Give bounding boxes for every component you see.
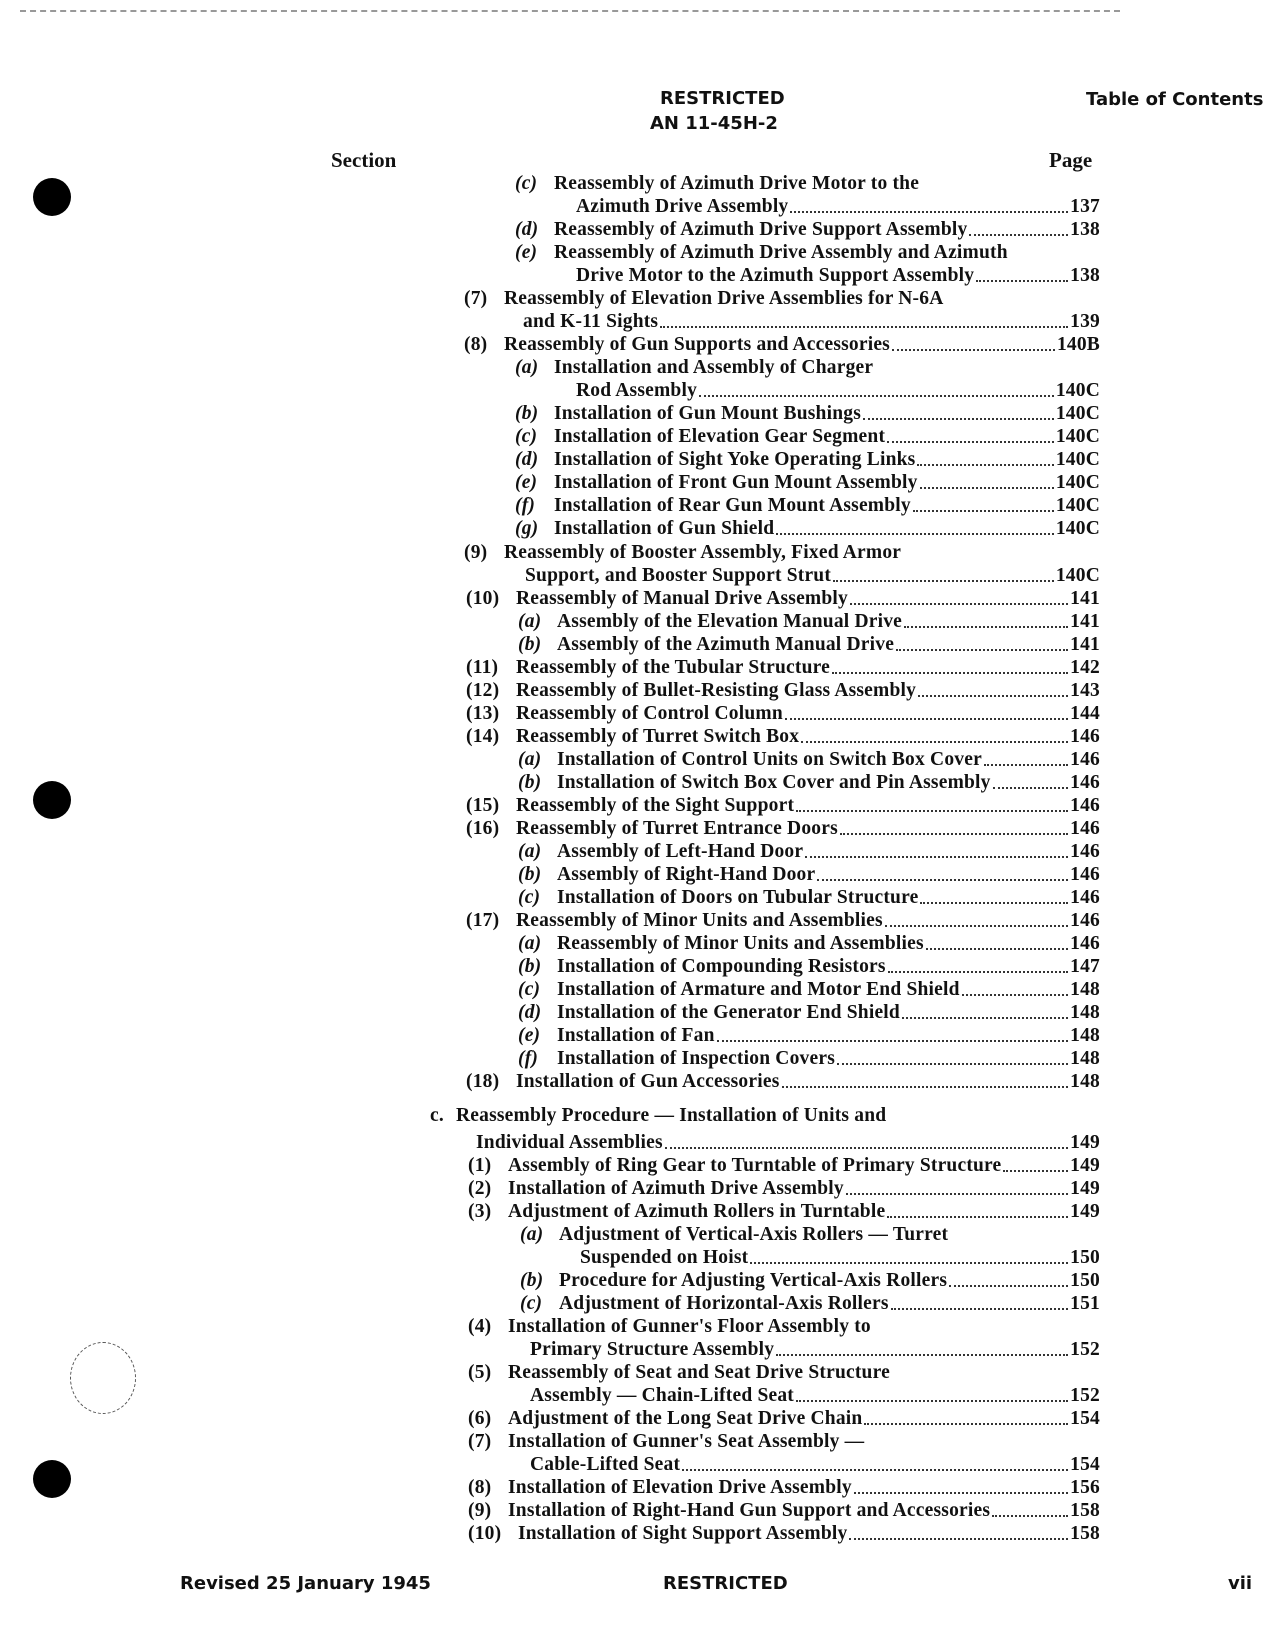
toc-entry xyxy=(468,1361,1100,1384)
toc-entry-number: (a) xyxy=(518,841,542,862)
toc-entry-title: Assembly of the Azimuth Manual Drive xyxy=(557,634,895,655)
scan-edge-artifact xyxy=(20,10,1120,12)
toc-entry-title: Support, and Booster Support Strut xyxy=(525,565,832,586)
toc-entry-page: 158 xyxy=(1070,1500,1100,1521)
toc-entry xyxy=(576,264,1100,287)
toc-entry-number: (3) xyxy=(468,1201,492,1222)
toc-entry-title: Installation of Gun Accessories xyxy=(516,1071,780,1092)
toc-entry xyxy=(515,172,1100,195)
toc-entry-number: (16) xyxy=(466,818,500,839)
toc-entry-page: 148 xyxy=(1070,979,1100,1000)
toc-entry-number: (b) xyxy=(518,634,542,655)
toc-entry-title: Assembly of the Elevation Manual Drive xyxy=(557,611,903,632)
toc-entry xyxy=(520,1292,1100,1315)
toc-entry xyxy=(466,702,1100,725)
toc-entry xyxy=(466,656,1100,679)
toc-entry-page: 137 xyxy=(1070,196,1100,217)
toc-entry xyxy=(518,1001,1100,1024)
toc-entry-title: Installation of Gunner's Seat Assembly — xyxy=(508,1431,865,1452)
toc-entry-page: 138 xyxy=(1070,219,1100,240)
toc-entry-number: (5) xyxy=(468,1362,492,1383)
toc-entry xyxy=(468,1430,1100,1453)
dot-leader xyxy=(782,1086,1069,1088)
toc-entry-title: Installation of Gun Shield xyxy=(554,518,775,539)
dot-leader xyxy=(817,879,1068,881)
dot-leader xyxy=(993,787,1069,789)
toc-entry-title: Rod Assembly xyxy=(576,380,698,401)
toc-entry-title: Reassembly of the Tubular Structure xyxy=(516,657,830,678)
toc-entry-page: 140C xyxy=(1055,403,1100,424)
toc-entry-number: (e) xyxy=(518,1025,541,1046)
toc-entry-title: Adjustment of the Long Seat Drive Chain xyxy=(508,1408,863,1429)
toc-entry xyxy=(580,1246,1100,1269)
toc-entry-page: 140B xyxy=(1056,334,1100,355)
toc-entry-title: Installation of Sight Support Assembly xyxy=(518,1523,848,1544)
dot-leader xyxy=(785,718,1068,720)
toc-entry-page: 146 xyxy=(1070,841,1100,862)
toc-entry-number: (6) xyxy=(468,1408,492,1429)
toc-entry-title: Suspended on Hoist xyxy=(580,1247,749,1268)
toc-entry-page: 148 xyxy=(1070,1071,1100,1092)
toc-entry-title: Reassembly of Seat and Seat Drive Structure xyxy=(508,1362,890,1383)
toc-entry-page: 141 xyxy=(1070,634,1100,655)
dot-leader xyxy=(660,326,1068,328)
toc-entry xyxy=(518,840,1100,863)
toc-entry xyxy=(515,356,1100,379)
dot-leader xyxy=(902,1017,1068,1019)
toc-entry xyxy=(468,1407,1100,1430)
toc-entry-page: 158 xyxy=(1070,1523,1100,1544)
toc-entry-title: Individual Assemblies xyxy=(476,1132,663,1153)
toc-entry-number: (a) xyxy=(518,611,542,632)
toc-entry xyxy=(518,886,1100,909)
toc-entry-page: 146 xyxy=(1070,887,1100,908)
toc-entry-page: 148 xyxy=(1070,1002,1100,1023)
toc-entry-number: (14) xyxy=(466,726,500,747)
toc-entry xyxy=(515,448,1100,471)
toc-entry xyxy=(466,587,1100,610)
toc-entry-title: Installation of Doors on Tubular Structure xyxy=(557,887,919,908)
toc-entry-number: (c) xyxy=(518,979,541,1000)
toc-entry-title: Assembly of Ring Gear to Turntable of Primary Structure xyxy=(508,1155,1002,1176)
toc-entry-title: Reassembly of Minor Units and Assemblies xyxy=(516,910,883,931)
dot-leader xyxy=(840,833,1068,835)
dot-leader xyxy=(917,464,1053,466)
toc-entry-page: 152 xyxy=(1070,1385,1100,1406)
toc-entry xyxy=(518,1047,1100,1070)
toc-entry-title: Azimuth Drive Assembly xyxy=(576,196,789,217)
toc-entry-page: 141 xyxy=(1070,611,1100,632)
toc-entry-page: 146 xyxy=(1070,749,1100,770)
toc-entry-title: Drive Motor to the Azimuth Support Assembly xyxy=(576,265,975,286)
toc-entry-number: (d) xyxy=(515,219,539,240)
toc-entry-title: Reassembly of Azimuth Drive Support Assembly xyxy=(554,219,968,240)
toc-entry-number: (b) xyxy=(518,772,542,793)
toc-entry-title: Installation of Control Units on Switch Box Cover xyxy=(557,749,982,770)
dot-leader xyxy=(891,1308,1068,1310)
toc-entry-title: Installation of Inspection Covers xyxy=(557,1048,835,1069)
dot-leader xyxy=(854,1492,1068,1494)
toc-entry-title: Primary Structure Assembly xyxy=(530,1339,775,1360)
toc-entry-page: 149 xyxy=(1070,1155,1100,1176)
toc-entry-title: Reassembly of Turret Entrance Doors xyxy=(516,818,838,839)
toc-entry-page: 146 xyxy=(1070,864,1100,885)
toc-entry xyxy=(468,1200,1100,1223)
toc-entry xyxy=(518,1024,1100,1047)
toc-entry xyxy=(515,494,1100,517)
toc-entry-number: (a) xyxy=(520,1224,544,1245)
toc-entry-page: 152 xyxy=(1070,1339,1100,1360)
toc-header-label: Table of Contents xyxy=(1086,89,1264,110)
dot-leader xyxy=(913,510,1054,512)
toc-entry-title: Assembly of Left-Hand Door xyxy=(557,841,804,862)
toc-entry-number: (8) xyxy=(468,1477,492,1498)
toc-entry-title: Installation of Azimuth Drive Assembly xyxy=(508,1178,844,1199)
toc-entry-page: 138 xyxy=(1070,265,1100,286)
toc-entry-page: 146 xyxy=(1070,818,1100,839)
toc-entry-page: 140C xyxy=(1055,426,1100,447)
toc-entry-number: (c) xyxy=(515,426,538,447)
dot-leader xyxy=(896,649,1068,651)
toc-entry-number: (9) xyxy=(464,542,488,563)
toc-entry xyxy=(468,1522,1100,1545)
toc-entry-title: Adjustment of Horizontal-Axis Rollers xyxy=(559,1293,889,1314)
dot-leader xyxy=(892,349,1055,351)
toc-entry-number: (15) xyxy=(466,795,500,816)
binder-hole xyxy=(33,178,71,216)
toc-entry-title: Reassembly of Azimuth Drive Motor to the xyxy=(554,173,920,194)
toc-entry-number: (c) xyxy=(520,1293,543,1314)
toc-entry-title: Installation and Assembly of Charger xyxy=(554,357,874,378)
toc-entry-number: (7) xyxy=(468,1431,492,1452)
dot-leader xyxy=(750,1262,1068,1264)
dot-leader xyxy=(969,234,1068,236)
toc-entry-number: (e) xyxy=(515,472,538,493)
toc-entry-number: (a) xyxy=(518,933,542,954)
toc-entry-page: 148 xyxy=(1070,1025,1100,1046)
toc-entry xyxy=(466,725,1100,748)
dot-leader xyxy=(926,948,1068,950)
toc-entry-number: (f) xyxy=(515,495,536,516)
binder-hole-outline xyxy=(70,1342,136,1414)
toc-entry-page: 143 xyxy=(1070,680,1100,701)
dot-leader xyxy=(850,603,1068,605)
toc-entry-title: Installation of Elevation Gear Segment xyxy=(554,426,886,447)
toc-entry-number: (12) xyxy=(466,680,500,701)
toc-entry xyxy=(518,771,1100,794)
toc-entry-number: (g) xyxy=(515,518,539,539)
dot-leader xyxy=(918,695,1068,697)
toc-entry-number: (10) xyxy=(468,1523,502,1544)
toc-entry-page: 140C xyxy=(1055,495,1100,516)
toc-entry-page: 146 xyxy=(1070,772,1100,793)
document-number: AN 11-45H-2 xyxy=(650,113,778,134)
toc-entry xyxy=(515,471,1100,494)
toc-entry-title: Installation of Rear Gun Mount Assembly xyxy=(554,495,911,516)
dot-leader xyxy=(849,1538,1068,1540)
toc-entry xyxy=(468,1154,1100,1177)
dot-leader xyxy=(837,1063,1068,1065)
toc-entry xyxy=(520,1223,1100,1246)
dot-leader xyxy=(962,994,1068,996)
toc-entry-number: (c) xyxy=(515,173,538,194)
toc-entry-page: 146 xyxy=(1070,795,1100,816)
toc-entry-title: Installation of Armature and Motor End Shield xyxy=(557,979,960,1000)
toc-entry-page: 146 xyxy=(1070,933,1100,954)
toc-entry-page: 147 xyxy=(1070,956,1100,977)
toc-entry xyxy=(464,287,1100,310)
dot-leader xyxy=(665,1147,1068,1149)
toc-entry-number: (d) xyxy=(518,1002,542,1023)
toc-entry-page: 142 xyxy=(1070,657,1100,678)
dot-leader xyxy=(976,280,1068,282)
toc-entry-page: 144 xyxy=(1070,703,1100,724)
toc-entry-number: (9) xyxy=(468,1500,492,1521)
toc-entry-title: Reassembly of Elevation Drive Assemblies for N-6A xyxy=(504,288,944,309)
toc-entry xyxy=(515,402,1100,425)
toc-entry xyxy=(466,679,1100,702)
toc-entry xyxy=(430,1104,1100,1127)
toc-entry-number: (b) xyxy=(515,403,539,424)
toc-entry-page: 151 xyxy=(1070,1293,1100,1314)
toc-entry xyxy=(525,564,1100,587)
toc-entry-number: (f) xyxy=(518,1048,539,1069)
toc-entry-number: (18) xyxy=(466,1071,500,1092)
dot-leader xyxy=(805,856,1068,858)
toc-entry-number: (a) xyxy=(518,749,542,770)
binder-hole xyxy=(33,781,71,819)
footer-classification: RESTRICTED xyxy=(663,1573,788,1594)
toc-entry-title: Reassembly of Booster Assembly, Fixed Armor xyxy=(504,542,902,563)
toc-entry-page: 146 xyxy=(1070,726,1100,747)
toc-entry xyxy=(466,817,1100,840)
toc-entry-page: 140C xyxy=(1055,565,1100,586)
toc-entry-number: (17) xyxy=(466,910,500,931)
toc-entry xyxy=(515,218,1100,241)
toc-entry-title: Installation of Gunner's Floor Assembly to xyxy=(508,1316,871,1337)
toc-entry-page: 148 xyxy=(1070,1048,1100,1069)
toc-entry-title: and K-11 Sights xyxy=(523,311,659,332)
toc-entry-number: (b) xyxy=(520,1270,544,1291)
toc-entry-number: (7) xyxy=(464,288,488,309)
toc-entry-title: Installation of Switch Box Cover and Pin Assembly xyxy=(557,772,991,793)
toc-entry-number: (b) xyxy=(518,956,542,977)
toc-entry-page: 150 xyxy=(1070,1270,1100,1291)
toc-entry xyxy=(518,955,1100,978)
toc-entry-number: (1) xyxy=(468,1155,492,1176)
dot-leader xyxy=(888,971,1068,973)
toc-entry xyxy=(515,425,1100,448)
toc-entry-page: 154 xyxy=(1070,1454,1100,1475)
toc-entry-title: Reassembly Procedure — Installation of Units and xyxy=(456,1105,887,1126)
toc-entry-title: Installation of Elevation Drive Assembly xyxy=(508,1477,852,1498)
toc-entry-title: Cable-Lifted Seat xyxy=(530,1454,681,1475)
revision-date: Revised 25 January 1945 xyxy=(180,1573,431,1594)
toc-entry-number: (4) xyxy=(468,1316,492,1337)
dot-leader xyxy=(887,1216,1068,1218)
dot-leader xyxy=(920,902,1068,904)
toc-entry-title: Installation of Front Gun Mount Assembly xyxy=(554,472,918,493)
toc-entry-title: Adjustment of Vertical-Axis Rollers — Turret xyxy=(559,1224,949,1245)
toc-entry xyxy=(476,1131,1100,1154)
toc-entry xyxy=(518,863,1100,886)
toc-entry-title: Installation of the Generator End Shield xyxy=(557,1002,900,1023)
dot-leader xyxy=(864,1423,1068,1425)
toc-entry xyxy=(576,379,1100,402)
toc-entry xyxy=(518,610,1100,633)
dot-leader xyxy=(790,211,1068,213)
toc-entry xyxy=(468,1499,1100,1522)
toc-entry-title: Reassembly of Bullet-Resisting Glass Assembly xyxy=(516,680,917,701)
toc-entry-title: Reassembly of Gun Supports and Accessories xyxy=(504,334,890,355)
dot-leader xyxy=(846,1193,1068,1195)
toc-entry-number: c. xyxy=(430,1105,444,1126)
toc-entry xyxy=(464,333,1100,356)
toc-entry xyxy=(464,541,1100,564)
dot-leader xyxy=(904,626,1068,628)
header-classification: RESTRICTED xyxy=(660,88,785,109)
toc-entry-number: (c) xyxy=(518,887,541,908)
toc-entry-title: Assembly of Right-Hand Door xyxy=(557,864,816,885)
toc-entry-number: (10) xyxy=(466,588,500,609)
toc-entry-title: Installation of Gun Mount Bushings xyxy=(554,403,861,424)
toc-entry-page: 150 xyxy=(1070,1247,1100,1268)
toc-entry xyxy=(466,909,1100,932)
toc-entry xyxy=(518,932,1100,955)
toc-entry-title: Procedure for Adjusting Vertical-Axis Rollers xyxy=(559,1270,948,1291)
dot-leader xyxy=(832,672,1068,674)
toc-entry-number: (d) xyxy=(515,449,539,470)
toc-entry-number: (e) xyxy=(515,242,538,263)
toc-entry-page: 149 xyxy=(1070,1132,1100,1153)
dot-leader xyxy=(992,1515,1068,1517)
toc-entry-title: Reassembly of Manual Drive Assembly xyxy=(516,588,848,609)
toc-entry xyxy=(468,1315,1100,1338)
page-column-label: Page xyxy=(1049,148,1093,172)
dot-leader xyxy=(1003,1170,1068,1172)
dot-leader xyxy=(717,1040,1068,1042)
toc-entry xyxy=(518,633,1100,656)
toc-entry-number: (8) xyxy=(464,334,488,355)
toc-entry-number: (b) xyxy=(518,864,542,885)
toc-entry-title: Reassembly of Control Column xyxy=(516,703,783,724)
toc-entry xyxy=(520,1269,1100,1292)
toc-entry-number: (13) xyxy=(466,703,500,724)
toc-entry-title: Reassembly of Turret Switch Box xyxy=(516,726,800,747)
toc-entry-title: Installation of Fan xyxy=(557,1025,715,1046)
dot-leader xyxy=(801,741,1068,743)
toc-entry-number: (a) xyxy=(515,357,539,378)
toc-entry xyxy=(530,1384,1100,1407)
dot-leader xyxy=(920,487,1054,489)
toc-entry xyxy=(518,748,1100,771)
toc-entry-title: Installation of Right-Hand Gun Support and Accessories xyxy=(508,1500,991,1521)
dot-leader xyxy=(796,810,1068,812)
toc-entry-page: 154 xyxy=(1070,1408,1100,1429)
dot-leader xyxy=(885,925,1068,927)
toc-entry xyxy=(468,1476,1100,1499)
toc-entry-page: 139 xyxy=(1070,311,1100,332)
toc-entry xyxy=(466,794,1100,817)
toc-entry-page: 140C xyxy=(1055,449,1100,470)
dot-leader xyxy=(682,1469,1068,1471)
toc-entry xyxy=(530,1453,1100,1476)
dot-leader xyxy=(984,764,1068,766)
toc-entry-page: 146 xyxy=(1070,910,1100,931)
toc-entry-page: 140C xyxy=(1055,518,1100,539)
toc-entry xyxy=(523,310,1100,333)
dot-leader xyxy=(699,395,1054,397)
page-number: vii xyxy=(1228,1573,1253,1594)
toc-entry xyxy=(466,1070,1100,1093)
toc-entry xyxy=(518,978,1100,1001)
dot-leader xyxy=(949,1285,1068,1287)
dot-leader xyxy=(887,441,1054,443)
dot-leader xyxy=(776,533,1054,535)
toc-entry-title: Installation of Sight Yoke Operating Links xyxy=(554,449,916,470)
toc-entry-number: (11) xyxy=(466,657,499,678)
toc-entry-page: 140C xyxy=(1055,380,1100,401)
toc-entry-title: Installation of Compounding Resistors xyxy=(557,956,886,977)
toc-entry xyxy=(468,1177,1100,1200)
toc-entry-title: Reassembly of Minor Units and Assemblies xyxy=(557,933,924,954)
toc-entry xyxy=(530,1338,1100,1361)
toc-entry xyxy=(576,195,1100,218)
toc-entry-page: 149 xyxy=(1070,1178,1100,1199)
toc-entry xyxy=(515,517,1100,540)
dot-leader xyxy=(796,1400,1068,1402)
toc-entry-number: (2) xyxy=(468,1178,492,1199)
toc-entry-title: Assembly — Chain-Lifted Seat xyxy=(530,1385,794,1406)
binder-hole xyxy=(33,1460,71,1498)
toc-entry-page: 140C xyxy=(1055,472,1100,493)
toc-entry-title: Reassembly of the Sight Support xyxy=(516,795,795,816)
toc-entry-page: 156 xyxy=(1070,1477,1100,1498)
dot-leader xyxy=(863,418,1054,420)
toc-entry-page: 149 xyxy=(1070,1201,1100,1222)
toc-entry xyxy=(515,241,1100,264)
section-column-label: Section xyxy=(331,148,397,172)
toc-entry-page: 141 xyxy=(1070,588,1100,609)
dot-leader xyxy=(833,580,1054,582)
dot-leader xyxy=(776,1354,1068,1356)
toc-entry-title: Reassembly of Azimuth Drive Assembly and Azimuth xyxy=(554,242,1008,263)
toc-entry-title: Adjustment of Azimuth Rollers in Turntable xyxy=(508,1201,886,1222)
